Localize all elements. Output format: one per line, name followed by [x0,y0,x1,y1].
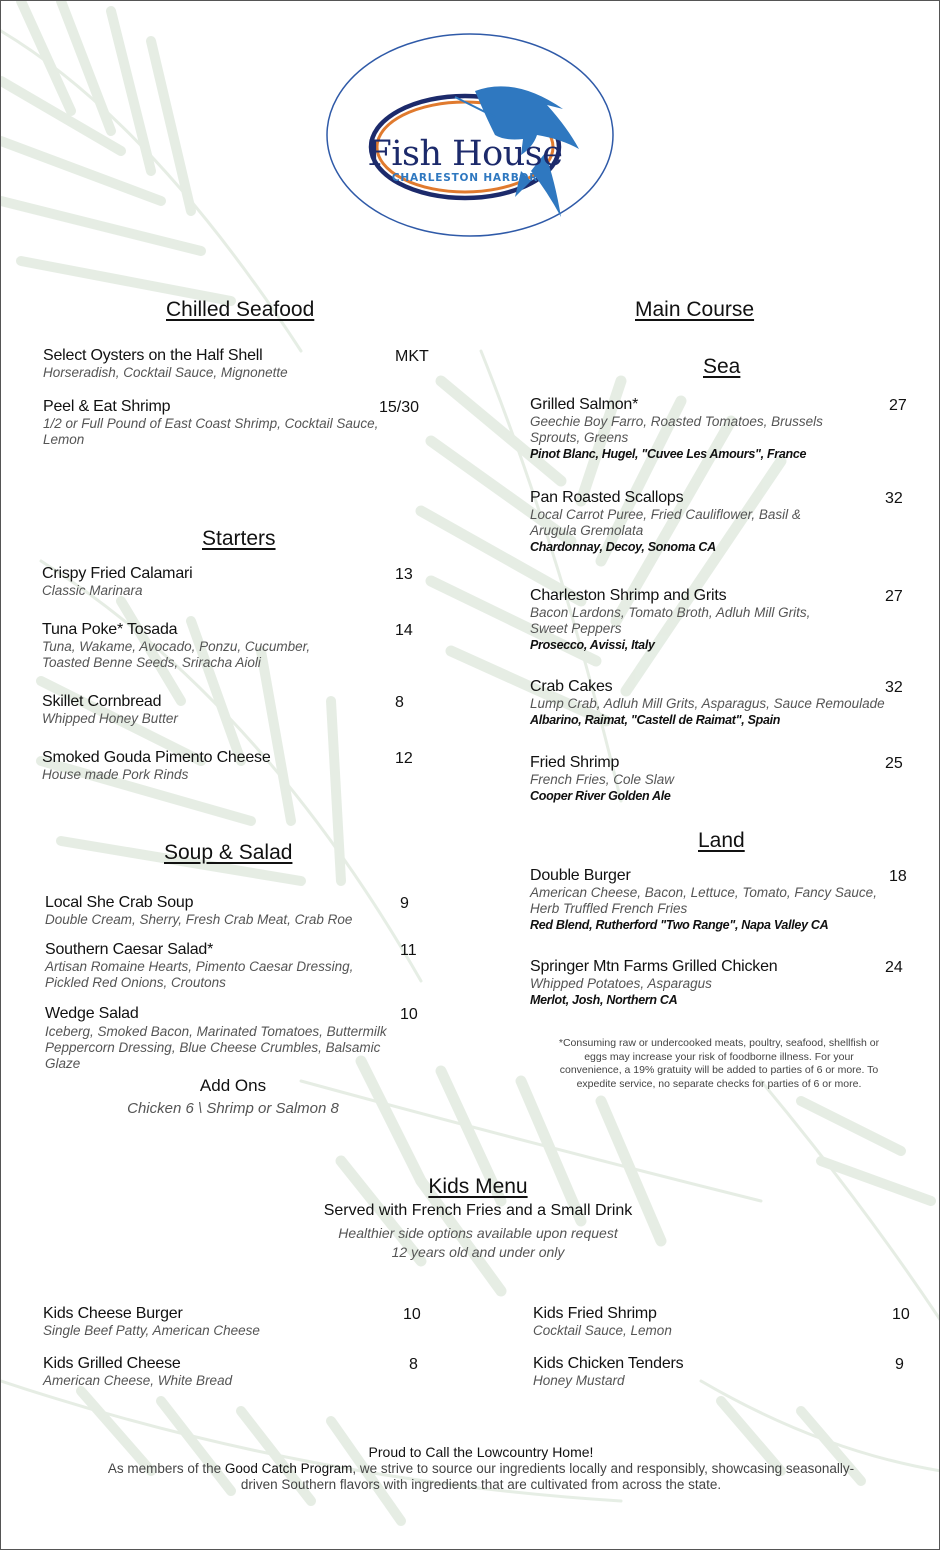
item-description: Artisan Romaine Hearts, Pimento Caesar Dressing, Pickled Red Onions, Croutons [45,959,354,990]
item-name: Peel & Eat Shrimp [43,398,171,415]
item-description: Local Carrot Puree, Fried Cauliflower, Basil & Arugula Gremolata [530,507,801,538]
item-name: Skillet Cornbread [42,693,162,710]
wine-pairing: Chardonnay, Decoy, Sonoma CA [530,540,716,554]
item-price: 18 [889,868,907,885]
item-price: 15/30 [379,399,420,416]
item-description: Lump Crab, Adluh Mill Grits, Asparagus, Sauce Remoulade [530,696,885,711]
wine-pairing: Prosecco, Avissi, Italy [530,638,655,652]
item-name: Kids Chicken Tenders [533,1355,684,1372]
item-name: Southern Caesar Salad* [45,941,214,958]
menu-item [533,1355,833,1389]
item-description: Geechie Boy Farro, Roasted Tomatoes, Brussels Sprouts, Greens [530,414,823,445]
item-price: MKT [395,348,429,365]
item-price: 9 [895,1356,904,1373]
menu-item [45,941,385,991]
item-name: Crab Cakes [530,678,613,695]
item-name: Kids Grilled Cheese [43,1355,181,1372]
wine-pairing: Red Blend, Rutherford "Two Range", Napa Valley CA [530,918,829,932]
item-price: 10 [892,1306,910,1323]
item-price: 8 [395,694,404,711]
add-ons-text: Chicken 6 \ Shrimp or Salmon 8 [127,1100,339,1117]
item-description: Horseradish, Cocktail Sauce, Mignonette [43,365,288,380]
item-price: 10 [400,1006,418,1023]
menu-item [43,1305,343,1339]
item-name: Smoked Gouda Pimento Cheese [42,749,271,766]
good-catch-program: Good Catch Program [224,1460,353,1476]
footer-text: As members of the Good Catch Program, we strive to source our ingredients locally and responsibly, showcasing seasonally-driven Southern flavors with ingredients that are cultivated from across the state. [107,1460,855,1492]
item-description: Cocktail Sauce, Lemon [533,1323,672,1338]
menu-item [530,587,830,653]
section-title-main-course: Main Course [635,298,755,321]
item-price: 27 [889,397,907,414]
section-title-chilled-seafood: Chilled Seafood [166,298,315,321]
item-name: Wedge Salad [45,1005,139,1022]
subsection-title-land: Land [698,829,745,852]
menu-item [530,396,830,462]
item-description: American Cheese, Bacon, Lettuce, Tomato, Fancy Sauce, Herb Truffled French Fries [530,885,877,916]
menu-item [530,867,890,933]
wine-pairing: Merlot, Josh, Northern CA [530,993,678,1007]
item-description: House made Pork Rinds [42,767,189,782]
menu-item [530,754,830,804]
item-description: Classic Marinara [42,583,143,598]
menu-item [42,693,382,727]
item-price: 8 [409,1356,418,1373]
item-price: 9 [400,895,409,912]
item-description: French Fries, Cole Slaw [530,772,675,787]
item-description: American Cheese, White Bread [43,1373,233,1388]
item-name: Double Burger [530,867,631,884]
item-description: Honey Mustard [533,1373,625,1388]
item-name: Fried Shrimp [530,754,620,771]
menu-item [533,1305,833,1339]
menu-item [42,621,342,671]
item-name: Pan Roasted Scallops [530,489,684,506]
wine-pairing: Albarino, Raimat, "Castell de Raimat", Spain [530,713,781,727]
item-price: 13 [395,566,413,583]
menu-item [42,565,392,599]
item-name: Tuna Poke* Tosada [42,621,178,638]
item-price: 27 [885,588,903,605]
item-price: 32 [885,490,903,507]
item-name: Kids Cheese Burger [43,1305,183,1322]
item-price: 14 [395,622,413,639]
menu-item [530,489,830,555]
fish-house-logo [325,31,615,239]
item-name: Kids Fried Shrimp [533,1305,657,1322]
item-name: Crispy Fried Calamari [42,565,193,582]
item-price: 32 [885,679,903,696]
food-safety-note: *Consuming raw or undercooked meats, poultry, seafood, shellfish or eggs may increase your risk of foodborne illness. For your convenience, a 19% gratuity will be added to parties of 6 or more. To expedite service, no separate checks for parties of 6 or more. [558,1037,880,1090]
item-description: Tuna, Wakame, Avocado, Ponzu, Cucumber, Toasted Benne Seeds, Sriracha Aioli [42,639,311,670]
item-description: Bacon Lardons, Tomato Broth, Adluh Mill Grits, Sweet Peppers [530,605,811,636]
svg-text:CHARLESTON HARBOR: CHARLESTON HARBOR [391,172,539,184]
item-description: Iceberg, Smoked Bacon, Marinated Tomatoes, Buttermilk Peppercorn Dressing, Blue Cheese Crumbles, Balsamic Glaze [45,1024,387,1071]
footer [101,1444,861,1494]
item-name: Local She Crab Soup [45,894,194,911]
kids-subtitle: Served with French Fries and a Small Drink [323,1202,633,1219]
item-name: Springer Mtn Farms Grilled Chicken [530,958,778,975]
item-name: Grilled Salmon* [530,396,639,413]
item-description: Double Cream, Sherry, Fresh Crab Meat, Crab Roe [45,912,353,927]
menu-item [45,894,395,928]
section-title-starters: Starters [202,527,276,550]
wine-pairing: Pinot Blanc, Hugel, "Cuvee Les Amours", France [530,447,807,461]
item-price: 25 [885,755,903,772]
section-title-kids-menu: Kids Menu [428,1175,528,1198]
menu-item [43,347,403,381]
item-description: Single Beef Patty, American Cheese [43,1323,260,1338]
menu-item [45,1005,405,1072]
item-description: Whipped Honey Butter [42,711,178,726]
subsection-title-sea: Sea [703,355,741,378]
item-name: Select Oysters on the Half Shell [43,347,263,364]
menu-item [43,1355,343,1389]
kids-note-2: 12 years old and under only [391,1244,565,1260]
menu-item [530,678,910,728]
item-description: Whipped Potatoes, Asparagus [530,976,712,991]
svg-text:Fish House: Fish House [367,134,563,174]
item-description: 1/2 or Full Pound of East Coast Shrimp, Cocktail Sauce, Lemon [43,416,379,447]
item-price: 10 [403,1306,421,1323]
item-price: 24 [885,959,903,976]
menu-item [43,398,395,448]
kids-note-1: Healthier side options available upon request [338,1225,618,1241]
item-name: Charleston Shrimp and Grits [530,587,727,604]
add-ons-title: Add Ons [199,1076,267,1095]
menu-item [530,958,870,1008]
item-price: 12 [395,750,413,767]
footer-title: Proud to Call the Lowcountry Home! [368,1444,594,1460]
item-price: 11 [400,942,417,959]
section-title-soup-salad: Soup & Salad [164,841,293,864]
menu-item [42,749,382,783]
wine-pairing: Cooper River Golden Ale [530,789,671,803]
